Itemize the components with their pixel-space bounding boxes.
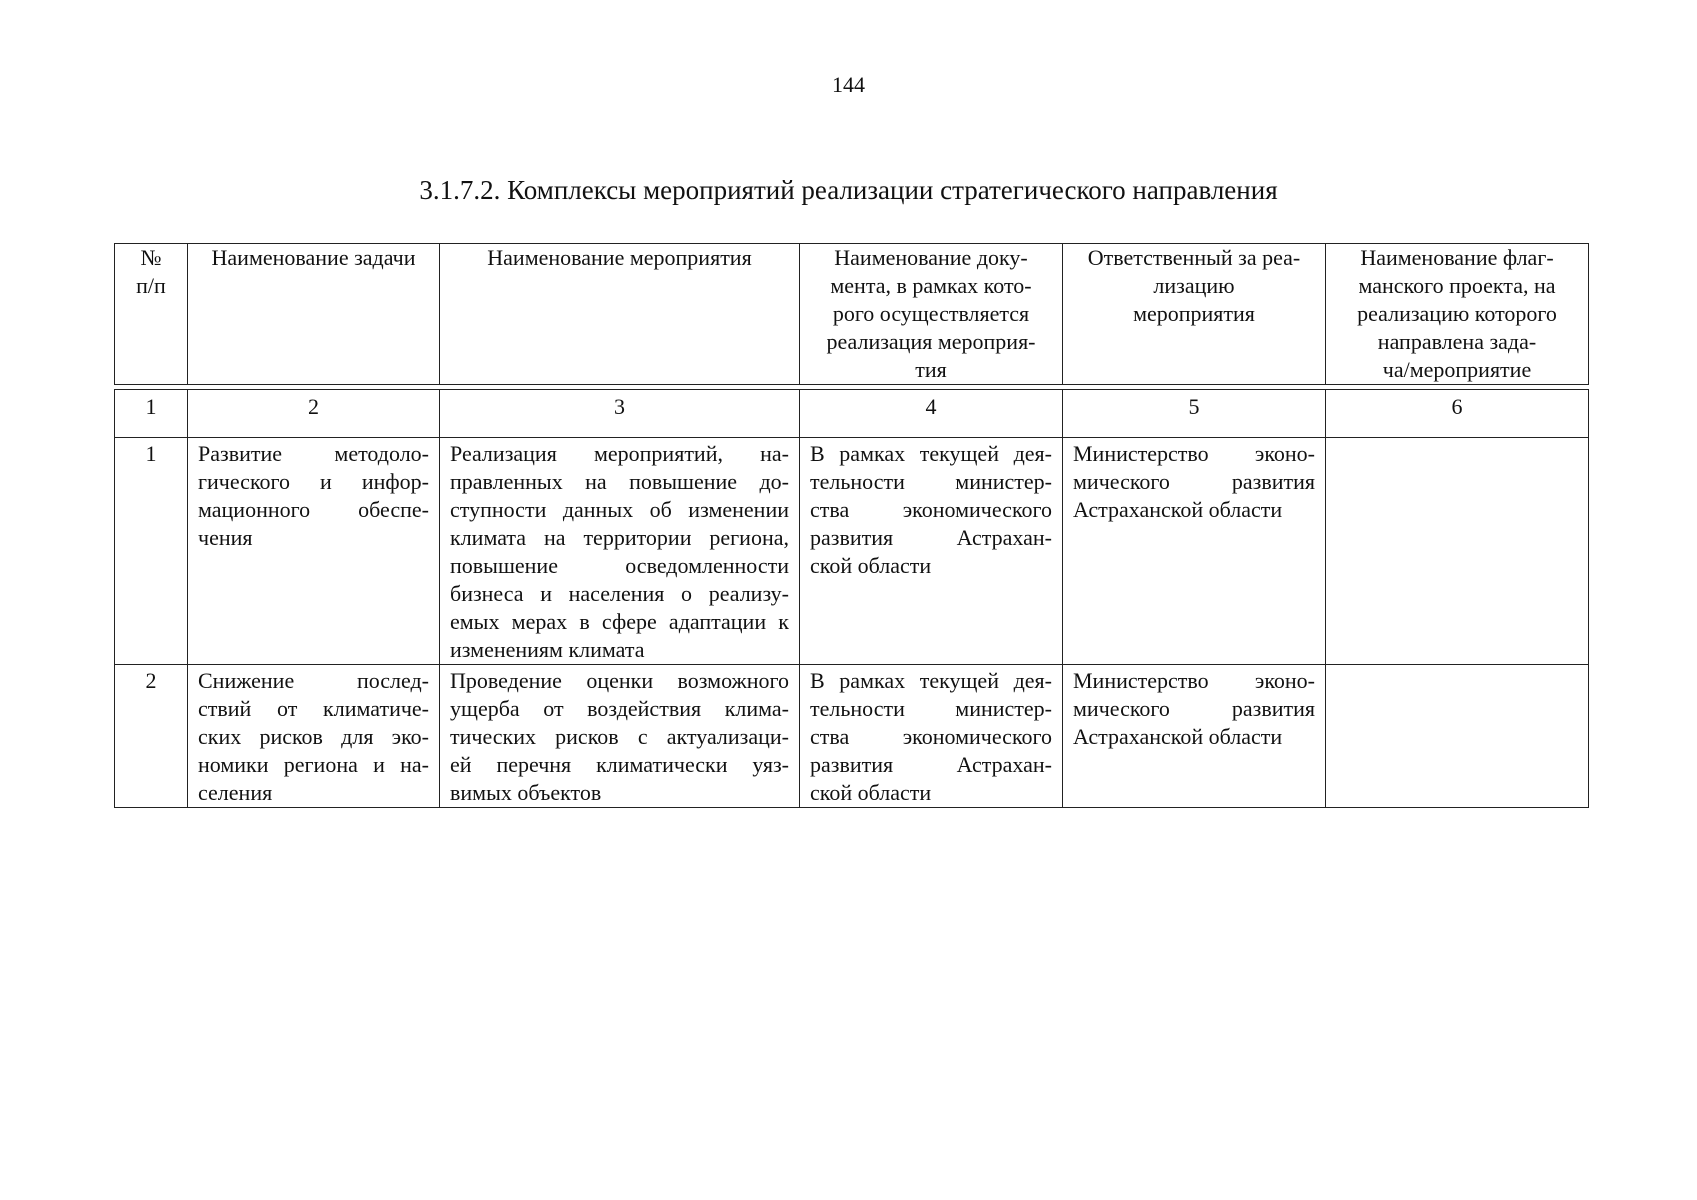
measure-cell	[440, 665, 800, 808]
text-line: направлена зада-	[1377, 329, 1537, 354]
text-line: емых мерах в сфере адаптации к	[450, 609, 789, 634]
column-number: 6	[1326, 390, 1589, 438]
text-line: тельности министер-	[810, 469, 1052, 494]
document-cell	[800, 438, 1063, 665]
text-line: ской области	[810, 780, 932, 805]
text-line: ства экономического	[810, 724, 1052, 749]
document-cell	[800, 665, 1063, 808]
header-cell	[1326, 244, 1589, 385]
text-line: тических рисков с актуализаци-	[450, 724, 789, 749]
text-line: ча/мероприятие	[1382, 357, 1532, 382]
text-line: №	[140, 245, 162, 270]
column-number: 2	[188, 390, 440, 438]
text-line: Наименование флаг-	[1360, 245, 1554, 270]
text-line: Наименование мероприятия	[487, 245, 752, 270]
text-line: тия	[915, 357, 947, 382]
text-line: вимых объектов	[450, 780, 602, 805]
header-cell	[115, 244, 188, 385]
text-line: климата на территории региона,	[450, 525, 789, 550]
section-title: 3.1.7.2. Комплексы мероприятий реализации стратегического направления	[419, 175, 1278, 205]
responsible-cell	[1063, 665, 1326, 808]
text-line: мического развития	[1073, 469, 1315, 494]
text-line: Развитие методоло-	[198, 441, 429, 466]
text-line: Астраханской области	[1073, 497, 1283, 522]
text-line: гического и инфор-	[198, 469, 429, 494]
text-line: развития Астрахан-	[810, 752, 1052, 777]
text-line: п/п	[136, 273, 166, 298]
text-line: селения	[198, 780, 273, 805]
page-number: 144	[832, 72, 865, 97]
text-line: В рамках текущей дея-	[810, 441, 1052, 466]
text-line: Министерство эконо-	[1073, 441, 1315, 466]
text-line: развития Астрахан-	[810, 525, 1052, 550]
text-line: ства экономического	[810, 497, 1052, 522]
header-cell	[188, 244, 440, 385]
text-line: Астраханской области	[1073, 724, 1283, 749]
text-line: тельности министер-	[810, 696, 1052, 721]
text-line: номики региона и на-	[198, 752, 429, 777]
measure-cell	[440, 438, 800, 665]
text-line: мента, в рамках кото-	[830, 273, 1032, 298]
text-line: ей перечня климатически уяз-	[450, 752, 789, 777]
measures-table	[114, 243, 1588, 808]
table-row	[115, 438, 1589, 665]
row-number: 1	[115, 438, 188, 665]
text-line: Министерство эконо-	[1073, 668, 1315, 693]
text-line: манского проекта, на	[1358, 273, 1556, 298]
text-line: Ответственный за реа-	[1087, 245, 1301, 270]
task-cell	[188, 438, 440, 665]
column-number: 4	[800, 390, 1063, 438]
text-line: изменениям климата	[450, 637, 645, 662]
text-line: лизацию	[1153, 273, 1235, 298]
text-line: В рамках текущей дея-	[810, 668, 1052, 693]
responsible-cell	[1063, 438, 1326, 665]
text-line: правленных на повышение до-	[450, 469, 789, 494]
text-line: реализацию которого	[1357, 301, 1557, 326]
text-line: ступности данных об изменении	[450, 497, 789, 522]
table-row	[115, 665, 1589, 808]
header-cell	[1063, 244, 1326, 385]
text-line: бизнеса и населения о реализу-	[450, 581, 789, 606]
table-header-row	[115, 244, 1589, 385]
text-line: Наименование доку-	[834, 245, 1028, 270]
text-line: ствий от климатиче-	[198, 696, 429, 721]
text-line: рого осуществляется	[832, 301, 1030, 326]
column-number: 1	[115, 390, 188, 438]
flagship-cell	[1326, 665, 1589, 808]
text-line: чения	[198, 525, 253, 550]
column-number: 3	[440, 390, 800, 438]
text-line: Наименование задачи	[211, 245, 416, 270]
text-line: ских рисков для эко-	[198, 724, 429, 749]
flagship-cell	[1326, 438, 1589, 665]
text-line: ской области	[810, 553, 932, 578]
text-line: Проведение оценки возможного	[450, 668, 789, 693]
row-number: 2	[115, 665, 188, 808]
header-cell	[800, 244, 1063, 385]
text-line: повышение осведомленности	[450, 553, 789, 578]
column-number: 5	[1063, 390, 1326, 438]
text-line: мероприятия	[1133, 301, 1255, 326]
column-numbers-row	[115, 390, 1589, 438]
text-line: мического развития	[1073, 696, 1315, 721]
text-line: мационного обеспе-	[198, 497, 429, 522]
header-cell	[440, 244, 800, 385]
text-line: ущерба от воздействия клима-	[450, 696, 789, 721]
task-cell	[188, 665, 440, 808]
text-line: реализация мероприя-	[826, 329, 1036, 354]
text-line: Реализация мероприятий, на-	[450, 441, 789, 466]
text-line: Снижение послед-	[198, 668, 429, 693]
